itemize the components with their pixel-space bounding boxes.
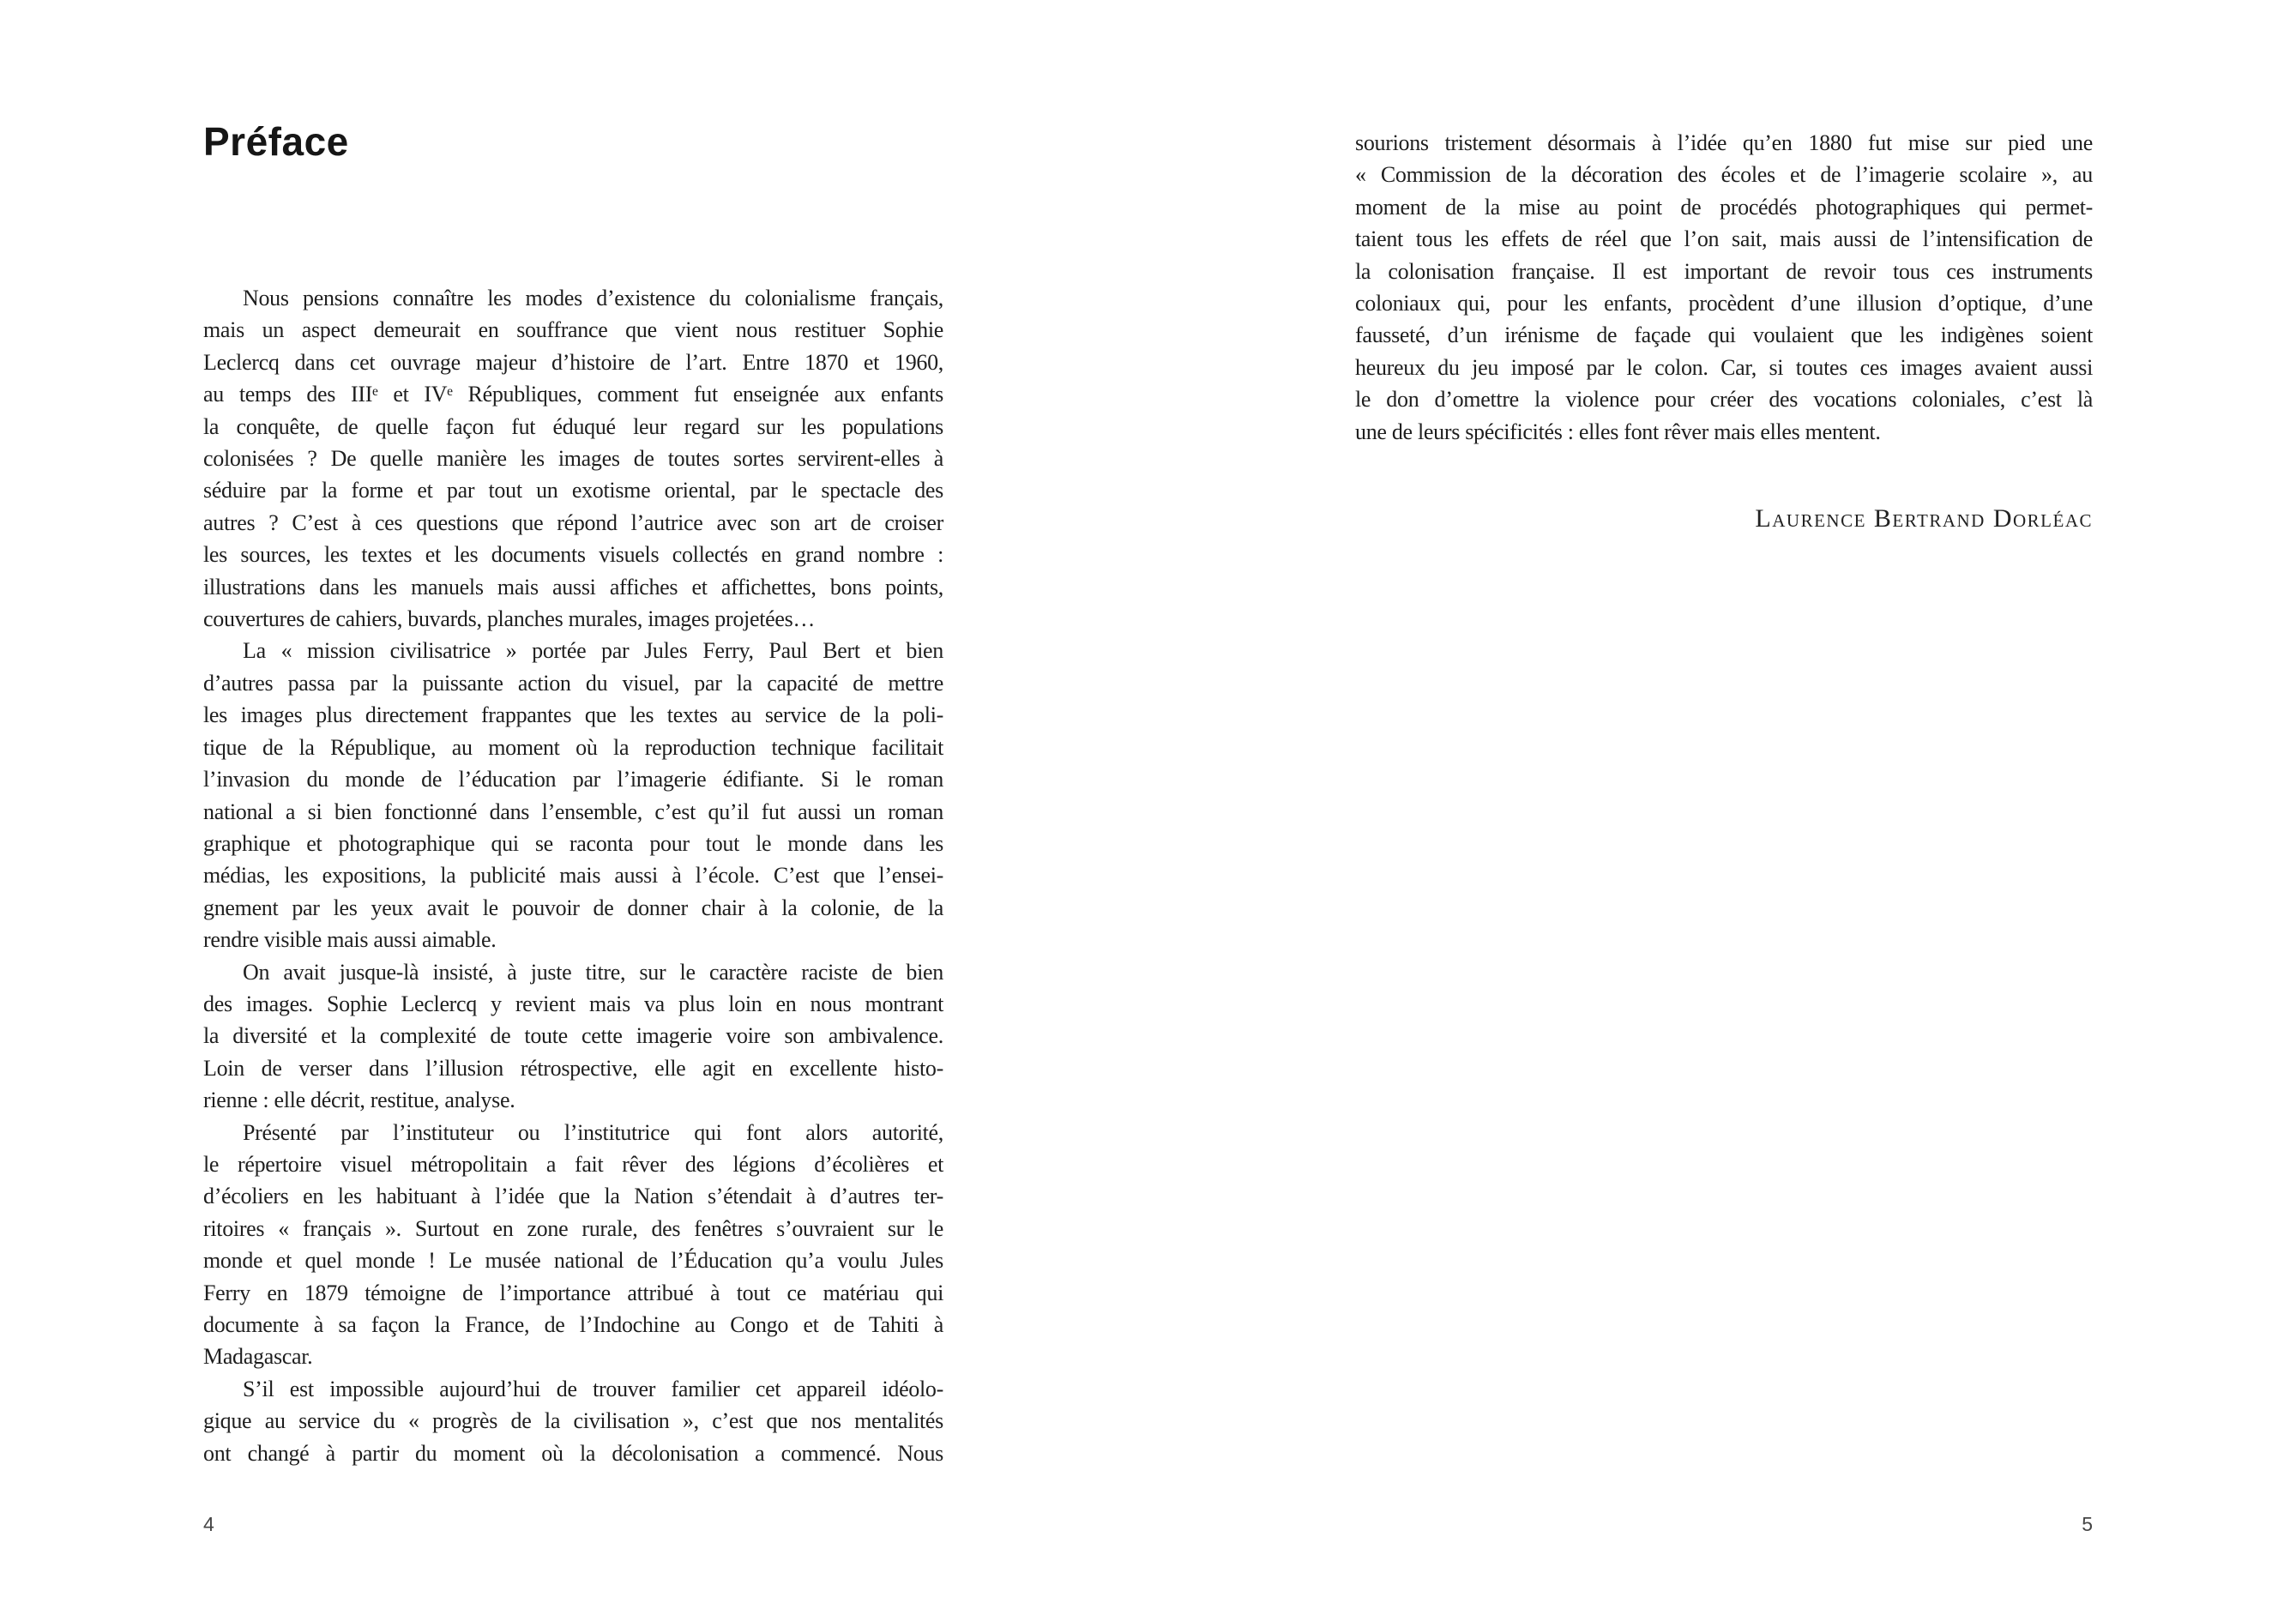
page-number-left: 4: [203, 1513, 214, 1535]
text-line: tique de la République, au moment où la reproduction technique facilitait: [203, 734, 943, 760]
text-line: illustrations dans les manuels mais aussi affiches et affichettes, bons points,: [203, 574, 943, 600]
text-line: Présenté par l’instituteur ou l’institutrice qui font alors autorité,: [243, 1119, 943, 1145]
text-line: le don d’omettre la violence pour créer des vocations coloniales, c’est là: [1355, 387, 2093, 413]
paragraph: [203, 282, 943, 635]
text-line: On avait jusque-là insisté, à juste titre, sur le caractère raciste de bien: [243, 959, 943, 985]
paragraph: [203, 956, 943, 1117]
text-line: d’écoliers en les habituant à l’idée que la Nation s’étendait à d’autres ter-: [203, 1184, 943, 1209]
text-line: la diversité et la complexité de toute cette imagerie voire son ambivalence.: [203, 1023, 943, 1049]
text-line: séduire par la forme et par tout un exotisme oriental, par le spectacle des: [203, 478, 943, 503]
text-line: une de leurs spécificités : elles font rêver mais elles mentent.: [1355, 419, 1881, 444]
text-line: rienne : elle décrit, restitue, analyse.: [203, 1088, 515, 1113]
left-page-body: [203, 282, 943, 1469]
text-line: Ferry en 1879 témoigne de l’importance attribué à tout ce matériau qui: [203, 1280, 943, 1305]
text-line: La « mission civilisatrice » portée par Jules Ferry, Paul Bert et bien: [243, 638, 943, 664]
text-line: Madagascar.: [203, 1344, 313, 1370]
paragraph: [203, 1373, 943, 1469]
text-line: l’invasion du monde de l’éducation par l’imagerie édifiante. Si le roman: [203, 767, 943, 792]
text-line: documente à sa façon la France, de l’Indochine au Congo et de Tahiti à: [203, 1312, 943, 1337]
text-line: heureux du jeu imposé par le colon. Car, si toutes ces images avaient aussi: [1355, 354, 2093, 380]
text-line: autres ? C’est à ces questions que répond l’autrice avec son art de croiser: [203, 509, 943, 535]
text-line: coloniaux qui, pour les enfants, procèdent d’une illusion d’optique, d’une: [1355, 291, 2093, 316]
author-signature: Laurence Bertrand Dorléac: [1755, 504, 2093, 533]
text-line: Nous pensions connaître les modes d’existence du colonialisme français,: [243, 286, 943, 310]
text-line: le répertoire visuel métropolitain a fait rêver des légions d’écolières et: [203, 1151, 943, 1177]
text-line: colonisées ? De quelle manière les images de toutes sortes servirent-elles à: [203, 446, 943, 472]
text-line: S’il est impossible aujourd’hui de trouver familier cet appareil idéolo-: [243, 1376, 943, 1401]
text-line: Leclercq dans cet ouvrage majeur d’histoire de l’art. Entre 1870 et 1960,: [203, 349, 943, 375]
text-line: médias, les expositions, la publicité mais aussi à l’école. C’est que l’ensei-: [203, 863, 943, 889]
text-line: la colonisation française. Il est important de revoir tous ces instruments: [1355, 258, 2093, 284]
text-line: Loin de verser dans l’illusion rétrospective, elle agit en excellente histo-: [203, 1055, 943, 1081]
text-line: couvertures de cahiers, buvards, planches murales, images projetées…: [203, 606, 816, 632]
text-line: ritoires « français ». Surtout en zone rurale, des fenêtres s’ouvraient sur le: [203, 1215, 943, 1241]
paragraph: [1355, 127, 2093, 448]
text-line: taient tous les effets de réel que l’on sait, mais aussi de l’intensification de: [1355, 226, 2093, 252]
paragraph: [203, 1117, 943, 1373]
page-title: Préface: [203, 119, 349, 164]
text-line: les sources, les textes et les documents visuels collectés en grand nombre :: [203, 542, 943, 568]
text-line: la conquête, de quelle façon fut éduqué leur regard sur les populations: [203, 413, 943, 439]
page-number-right: 5: [2082, 1513, 2093, 1535]
text-line: fausseté, d’un irénisme de façade qui voulaient que les indigènes soient: [1355, 322, 2093, 348]
text-line: au temps des IIIᵉ et IVᵉ Républiques, comment fut enseignée aux enfants: [203, 382, 943, 407]
text-line: sourions tristement désormais à l’idée qu’en 1880 fut mise sur pied une: [1355, 130, 2093, 155]
text-line: « Commission de la décoration des écoles et de l’imagerie scolaire », au: [1355, 162, 2093, 188]
text-line: ont changé à partir du moment où la décolonisation a commencé. Nous: [203, 1440, 943, 1466]
text-line: gnement par les yeux avait le pouvoir de donner chair à la colonie, de la: [203, 895, 943, 920]
text-line: d’autres passa par la puissante action du visuel, par la capacité de mettre: [203, 670, 943, 696]
text-line: les images plus directement frappantes que les textes au service de la poli-: [203, 702, 943, 728]
text-line: rendre visible mais aussi aimable.: [203, 927, 497, 953]
text-line: mais un aspect demeurait en souffrance que vient nous restituer Sophie: [203, 317, 943, 343]
right-page-body: [1355, 127, 2093, 448]
text-line: monde et quel monde ! Le musée national de l’Éducation qu’a voulu Jules: [203, 1248, 943, 1274]
right-page: [1148, 0, 2296, 1621]
text-line: national a si bien fonctionné dans l’ensemble, c’est qu’il fut aussi un roman: [203, 798, 943, 824]
text-line: graphique et photographique qui se raconta pour tout le monde dans les: [203, 830, 943, 856]
text-line: des images. Sophie Leclercq y revient mais va plus loin en nous montrant: [203, 991, 943, 1016]
text-line: gique au service du « progrès de la civilisation », c’est que nos mentalités: [203, 1408, 943, 1434]
paragraph: [203, 635, 943, 955]
text-line: moment de la mise au point de procédés photographiques qui permet-: [1355, 194, 2093, 220]
